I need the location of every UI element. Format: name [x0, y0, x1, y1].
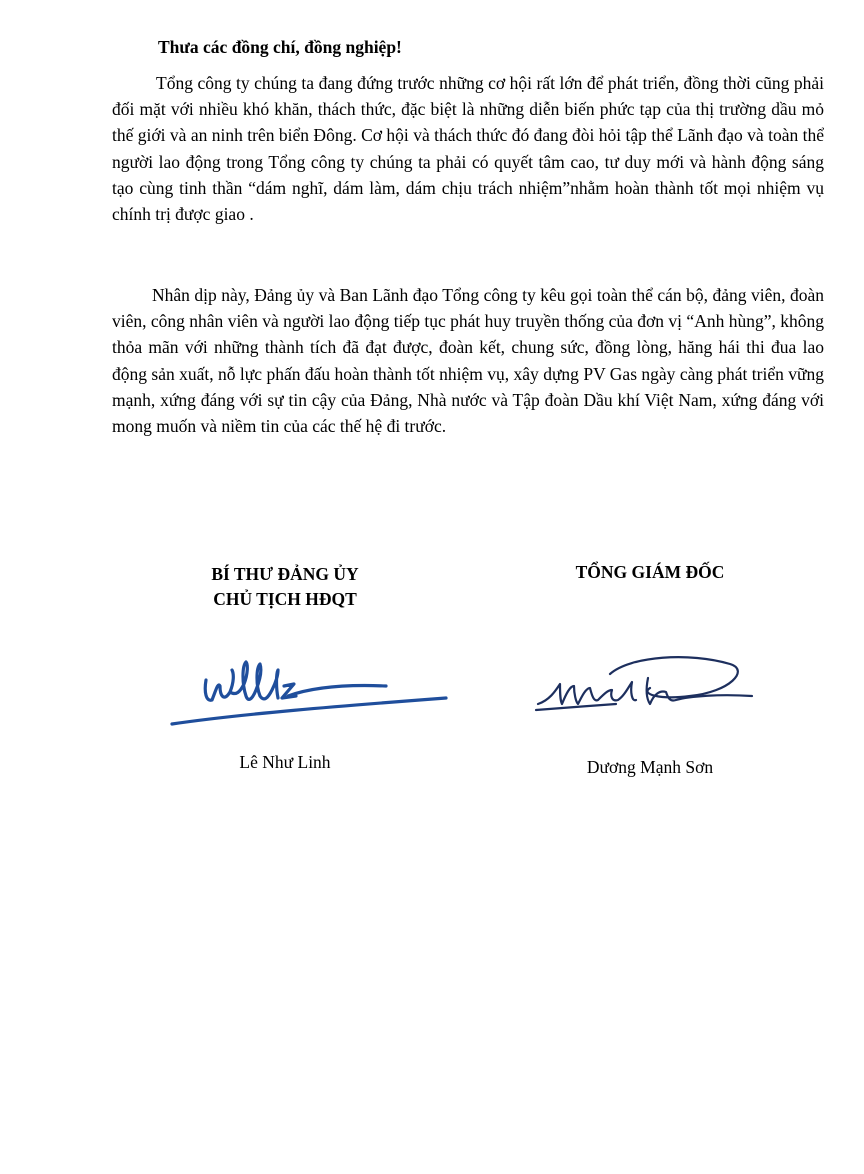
right-signature-icon [520, 630, 820, 730]
left-signatory-name: Lê Như Linh [239, 752, 331, 772]
right-signatory-titles [500, 560, 800, 585]
left-signatory-titles [130, 562, 440, 612]
greeting: Thưa các đồng chí, đồng nghiệp! [158, 37, 402, 57]
right-signatory-name: Dương Mạnh Sơn [586, 757, 714, 777]
paragraph-opportunities: Tổng công ty chúng ta đang đứng trước những cơ hội rất lớn để phát triển, đồng thời cũng phải đối mặt với nhiều khó khăn, thách thức, đặc biệt là những diễn biến phức tạp của thị trường dầu mỏ thế giới và an ninh trên biển Đông. Cơ hội và thách thức đó đang đòi hỏi tập thể Lãnh đạo và toàn thể người lao động trong Tổng công ty chúng ta phải có quyết tâm cao, tư duy mới và hành động sáng tạo cùng tinh thần “dám nghĩ, dám làm, dám chịu trách nhiệm”nhằm hoàn thành tốt mọi nhiệm vụ chính trị được giao . [112, 73, 824, 225]
left-signature-icon [160, 640, 460, 740]
board-chairman-title: CHỦ TỊCH HĐQT [213, 589, 357, 609]
paragraph-call-to-action: Nhân dịp này, Đảng ủy và Ban Lãnh đạo Tổng công ty kêu gọi toàn thể cán bộ, đảng viên, đoàn viên, công nhân viên và người lao động tiếp tục phát huy truyền thống của đơn vị “Anh hùng”, không thỏa mãn với những thành tích đã đạt được, đoàn kết, chung sức, đồng lòng, hăng hái thi đua lao động sản xuất, nỗ lực phấn đấu hoàn thành tốt nhiệm vụ, xây dựng PV Gas ngày càng phát triển vững mạnh, xứng đáng với sự tin cậy của Đảng, Nhà nước và Tập đoàn Dầu khí Việt Nam, xứng đáng với mong muốn và niềm tin của các thế hệ đi trước. [112, 285, 824, 437]
party-secretary-title: BÍ THƯ ĐẢNG ỦY [211, 564, 359, 584]
general-director-title: TỔNG GIÁM ĐỐC [575, 562, 725, 582]
